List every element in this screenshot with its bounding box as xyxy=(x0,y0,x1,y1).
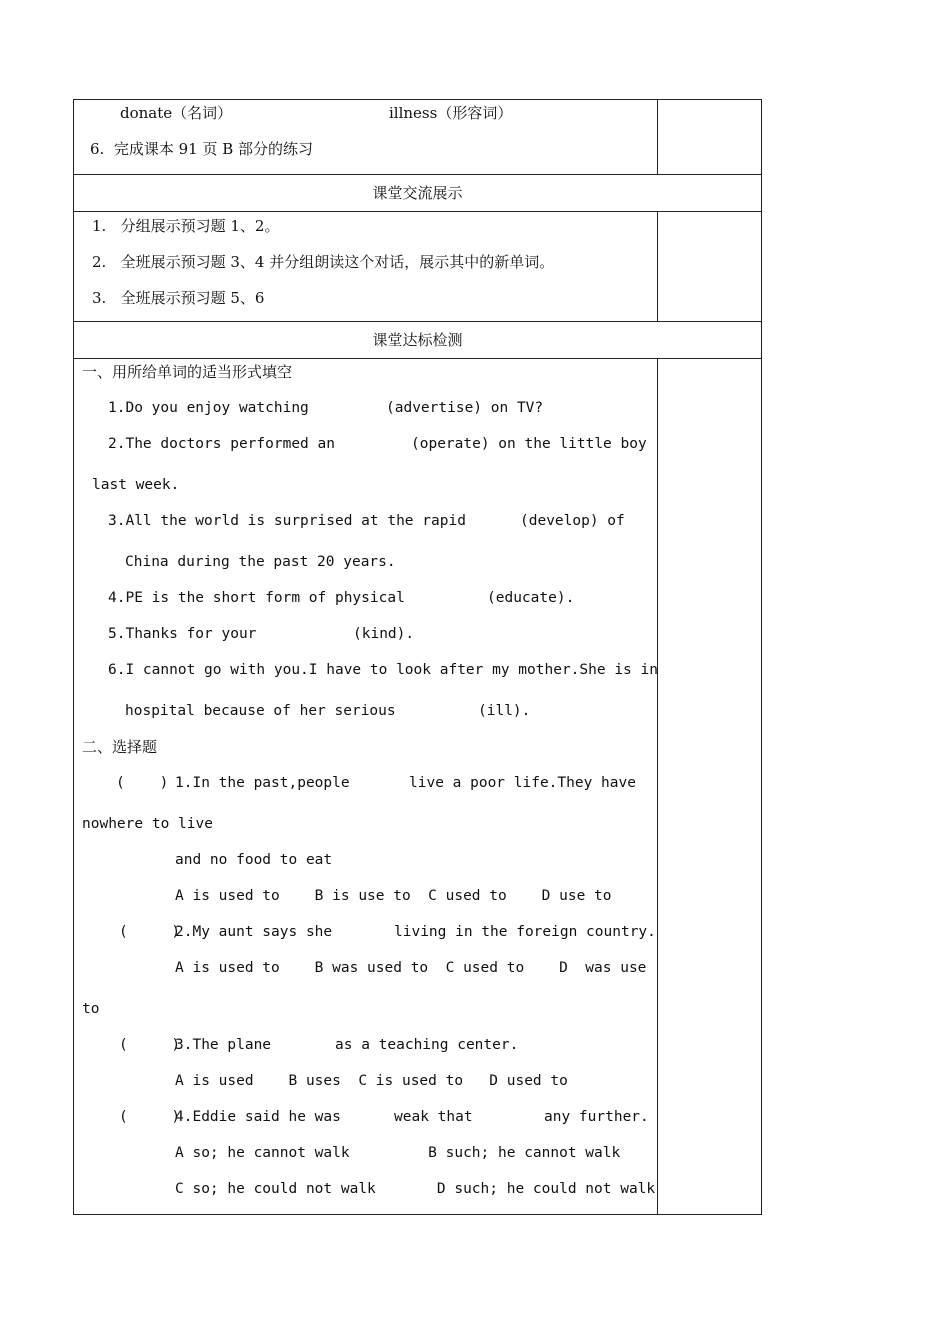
q2-options: A is used to B was used to C used to D was use xyxy=(175,960,647,976)
q1-text-a: 1.In the past,people xyxy=(175,775,350,791)
task-6: 6. 完成课本 91 页 B 部分的练习 xyxy=(90,140,314,158)
fill-item-6c: (ill). xyxy=(478,703,531,719)
q1-paren: ( ) xyxy=(116,775,169,791)
side-cell xyxy=(657,359,761,1215)
exchange-item-2: 2. 全班展示预习题 3、4 并分组朗读这个对话，展示其中的新单词。 xyxy=(92,253,555,271)
fill-item-4b: (educate). xyxy=(487,590,575,606)
side-cell xyxy=(657,100,761,175)
part1-title: 一、用所给单词的适当形式填空 xyxy=(82,363,293,381)
q1-options: A is used to B is use to C used to D use to xyxy=(175,888,612,904)
fill-item-6a: 6.I cannot go with you.I have to look after my mother.She is in xyxy=(108,662,658,678)
fill-item-3b: (develop) of xyxy=(520,513,625,529)
q2-text-a: 2.My aunt says she xyxy=(175,924,333,940)
q1-text-b: live a poor life.They have xyxy=(409,775,636,791)
fill-item-4a: 4.PE is the short form of physical xyxy=(108,590,405,606)
q3-paren: ( ) xyxy=(119,1037,181,1053)
q4-options-1: A so; he cannot walk B such; he cannot walk xyxy=(175,1145,621,1161)
q4-paren: ( ) xyxy=(119,1109,181,1125)
fill-item-5a: 5.Thanks for your xyxy=(108,626,257,642)
fill-item-6b: hospital because of her serious xyxy=(125,703,396,719)
q4-text-a: 4.Eddie said he was xyxy=(175,1109,341,1125)
fill-item-2a: 2.The doctors performed an xyxy=(108,436,335,452)
preview-row xyxy=(74,100,762,175)
q3-text-a: 3.The plane xyxy=(175,1037,272,1053)
q3-text-b: as a teaching center. xyxy=(335,1037,519,1053)
fill-item-2c: last week. xyxy=(92,477,180,493)
vocab-donate: donate（名词） xyxy=(120,104,233,122)
test-row xyxy=(74,359,762,1215)
lesson-table xyxy=(73,99,762,1215)
q2-cont: to xyxy=(82,1001,100,1017)
q4-text-b: weak that xyxy=(394,1109,473,1125)
exchange-cell xyxy=(74,212,658,322)
q4-options-2: C so; he could not walk D such; he could not walk xyxy=(175,1181,656,1197)
exchange-heading-row xyxy=(74,175,762,212)
q1-cont-2: and no food to eat xyxy=(175,852,333,868)
exchange-item-3: 3. 全班展示预习题 5、6 xyxy=(92,289,265,307)
fill-item-1b: (advertise) on TV? xyxy=(386,400,544,416)
q4-text-c: any further. xyxy=(544,1109,649,1125)
test-heading: 课堂达标检测 xyxy=(74,322,762,359)
vocab-illness: illness（形容词） xyxy=(389,104,513,122)
exchange-item-1: 1. 分组展示预习题 1、2。 xyxy=(92,217,280,235)
exchange-heading: 课堂交流展示 xyxy=(74,175,762,212)
q2-text-b: living in the foreign country. xyxy=(394,924,656,940)
fill-item-1a: 1.Do you enjoy watching xyxy=(108,400,309,416)
q3-options: A is used B uses C is used to D used to xyxy=(175,1073,568,1089)
part2-title: 二、选择题 xyxy=(82,738,158,756)
q2-paren: ( ) xyxy=(119,924,181,940)
exchange-row xyxy=(74,212,762,322)
preview-cell xyxy=(74,100,658,175)
side-cell xyxy=(657,212,761,322)
fill-item-3c: China during the past 20 years. xyxy=(125,554,396,570)
test-heading-row xyxy=(74,322,762,359)
test-cell xyxy=(74,359,658,1215)
q1-cont-1: nowhere to live xyxy=(82,816,213,832)
fill-item-2b: (operate) on the little boy xyxy=(411,436,647,452)
fill-item-5b: (kind). xyxy=(353,626,415,642)
fill-item-3a: 3.All the world is surprised at the rapid xyxy=(108,513,466,529)
